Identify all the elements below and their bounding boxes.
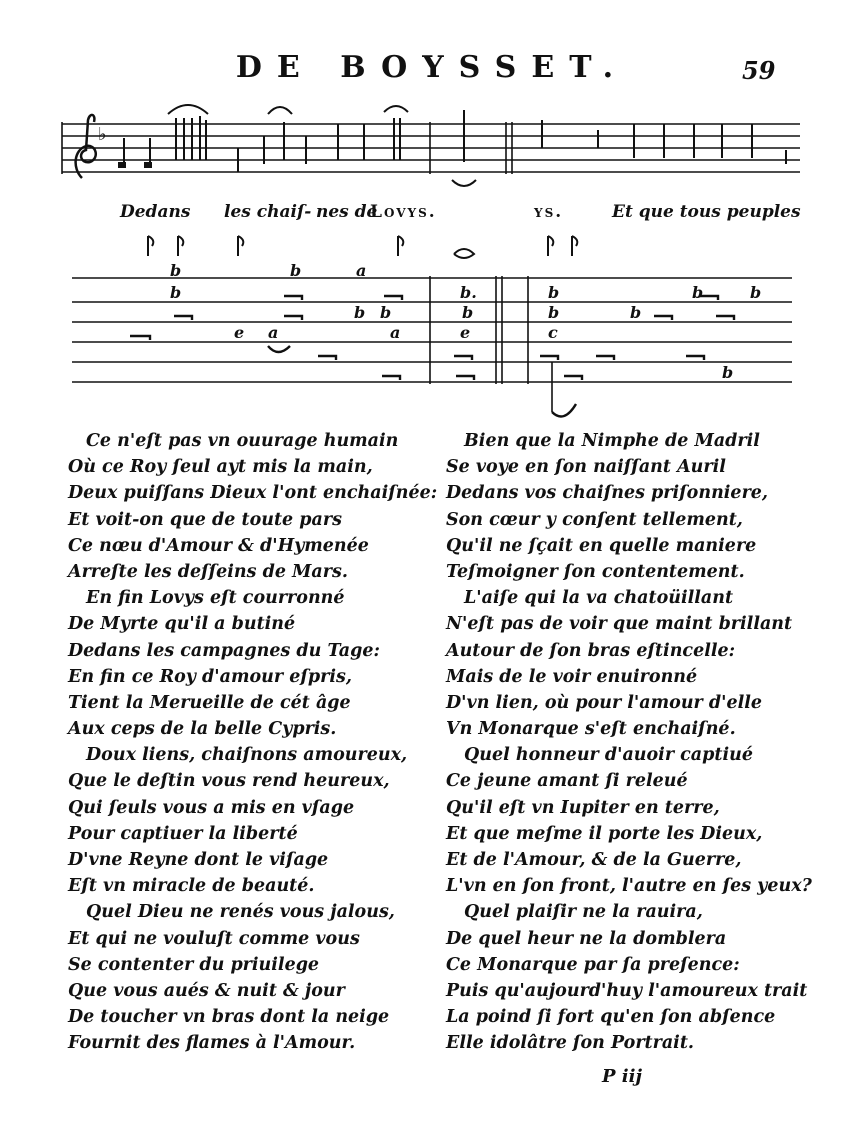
poem-column-left bbox=[68, 428, 468, 1057]
poem-line: L'aiſe qui la va chatoüillant bbox=[464, 588, 734, 609]
poem-line: Mais de le voir enuironné bbox=[446, 666, 698, 687]
poem-line: En fin ce Roy d'amour eſpris, bbox=[68, 666, 352, 687]
poem-line: Où ce Roy ſeul ayt mis la main, bbox=[68, 457, 373, 478]
svg-text:b: b bbox=[548, 303, 560, 322]
poem-line: Qui ſeuls vous a mis en vſage bbox=[68, 797, 355, 818]
poem-line: Tient la Merueille de cét âge bbox=[68, 692, 351, 713]
poem-line: Pour captiuer la liberté bbox=[68, 823, 298, 844]
poem-line: Ce n'eſt pas vn ouurage humain bbox=[86, 431, 399, 451]
poem-line: Eſt vn miracle de beauté. bbox=[68, 876, 315, 897]
signature-mark: P iij bbox=[602, 1066, 642, 1087]
poem-line: De quel heur ne la domblera bbox=[446, 928, 727, 949]
svg-text:b: b bbox=[462, 303, 474, 322]
svg-text:e: e bbox=[460, 323, 471, 342]
poem-line: Se voye en ſon naiſſant Auril bbox=[446, 457, 726, 478]
lyric-word: ys. bbox=[534, 202, 564, 222]
page-number: 59 bbox=[742, 56, 776, 85]
svg-text:a: a bbox=[356, 261, 367, 280]
poem-line: Teſmoigner ſon contentement. bbox=[446, 561, 745, 582]
poem-line: De Myrte qu'il a butiné bbox=[68, 614, 296, 635]
poem-line: Et qui ne vouluſt comme vous bbox=[68, 928, 360, 949]
poem-line: Et que meſme il porte les Dieux, bbox=[446, 823, 763, 844]
svg-text:b: b bbox=[722, 363, 734, 382]
poem-line: Que le deſtin vous rend heureux, bbox=[68, 771, 390, 792]
lyric-word: les chaiſ- bbox=[224, 202, 312, 222]
poem-line: Ce jeune amant ſi releué bbox=[446, 771, 688, 792]
poem-line: Ce Monarque par ſa preſence: bbox=[446, 954, 740, 975]
poem-line: Quel plaiſir ne la rauira, bbox=[464, 902, 703, 923]
lyric-word: Lovys. bbox=[370, 202, 437, 222]
poem-line: Se contenter du priuilege bbox=[68, 954, 320, 975]
poem-line: L'vn en ſon front, l'autre en ſes yeux? bbox=[446, 876, 812, 897]
svg-text:♭: ♭ bbox=[98, 124, 107, 145]
vocal-notes bbox=[119, 110, 786, 172]
poem-line: Que vous aués & nuit & jour bbox=[68, 980, 345, 1001]
song-lyrics bbox=[0, 202, 864, 230]
vocal-staff bbox=[62, 122, 800, 174]
poem-line: La poind ſi fort qu'en ſon abſence bbox=[446, 1007, 776, 1028]
poem-line: Doux liens, chaiſnons amoureux, bbox=[86, 745, 408, 766]
svg-text:b: b bbox=[354, 303, 366, 322]
poem-line: Dedans vos chaiſnes priſonniere, bbox=[446, 483, 769, 504]
svg-text:b: b bbox=[630, 303, 642, 322]
poem-line: Quel Dieu ne renés vous jalous, bbox=[86, 902, 395, 923]
rhythm-signs bbox=[148, 236, 577, 258]
lyric-word: Et que tous peuples bbox=[612, 202, 801, 222]
lyric-word: nes de bbox=[316, 202, 378, 222]
poem-line: Deux puiſſans Dieux l'ont enchaiſnée: bbox=[68, 483, 438, 504]
poem-line: Dedans les campagnes du Tage: bbox=[68, 640, 380, 661]
svg-text:b: b bbox=[750, 283, 762, 302]
poem-line: Ce nœu d'Amour & d'Hymenée bbox=[68, 535, 369, 556]
lyric-word: Dedans bbox=[120, 202, 191, 222]
svg-text:b: b bbox=[548, 283, 560, 302]
poem-line: Bien que la Nimphe de Madril bbox=[464, 431, 760, 451]
svg-text:b: b bbox=[170, 261, 182, 280]
svg-text:a: a bbox=[268, 323, 279, 342]
svg-text:b: b bbox=[692, 283, 704, 302]
poem-line: Vn Monarque s'eſt enchaiſné. bbox=[446, 719, 736, 740]
poem-line: Fournit des flames à l'Amour. bbox=[68, 1033, 356, 1054]
svg-text:b: b bbox=[170, 283, 182, 302]
poem-line: Aux ceps de la belle Cypris. bbox=[68, 719, 337, 740]
svg-text:e: e bbox=[234, 323, 245, 342]
svg-text:b: b bbox=[380, 303, 392, 322]
poem-line: Elle idolâtre ſon Portrait. bbox=[446, 1033, 694, 1054]
poem-line: Quel honneur d'auoir captiué bbox=[464, 745, 753, 766]
running-head: DE BOYSSET. bbox=[235, 50, 629, 85]
poem-column-right bbox=[446, 428, 846, 1057]
svg-text:a: a bbox=[390, 323, 401, 342]
poem-line: Qu'il eſt vn Iupiter en terre, bbox=[446, 797, 720, 818]
poem-line: Autour de ſon bras eſtincelle: bbox=[446, 640, 736, 661]
poem-line: Arreſte les deſſeins de Mars. bbox=[68, 561, 348, 582]
svg-text:b.: b. bbox=[460, 283, 477, 302]
poem-line: Puis qu'aujourd'huy l'amoureux trait bbox=[446, 980, 808, 1001]
poem-line: En fin Lovys eſt courronné bbox=[86, 588, 345, 609]
poem-line: N'eſt pas de voir que maint brillant bbox=[446, 614, 793, 635]
poem-line: D'vne Reyne dont le viſage bbox=[68, 850, 329, 870]
poem-line: Qu'il ne ſçait en quelle maniere bbox=[446, 535, 757, 556]
svg-text:c: c bbox=[548, 323, 558, 342]
poem-line: Et de l'Amour, & de la Guerre, bbox=[446, 850, 742, 870]
poem-line: D'vn lien, où pour l'amour d'elle bbox=[446, 692, 763, 713]
poem-line: Et voit-on que de toute pars bbox=[68, 509, 342, 530]
tablature-rhythm-strokes bbox=[130, 296, 734, 417]
poem-line: Son cœur y conſent tellement, bbox=[446, 509, 743, 530]
poem-line: De toucher vn bras dont la neige bbox=[68, 1007, 390, 1028]
svg-text:b: b bbox=[290, 261, 302, 280]
